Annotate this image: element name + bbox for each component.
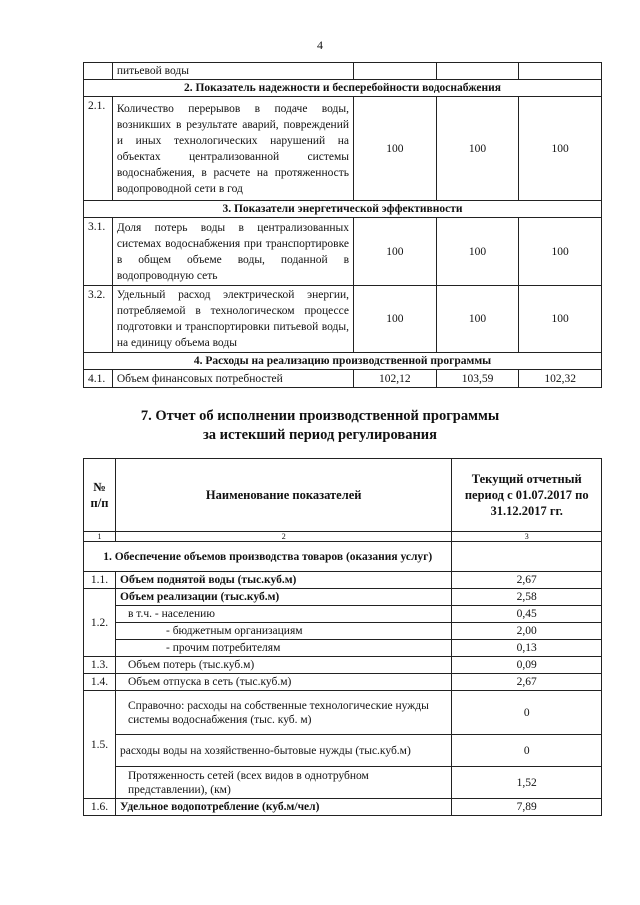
header-name: Наименование показателей <box>116 459 452 532</box>
header-row <box>84 459 602 532</box>
section-header: 2. Показатель надежности и бесперебойности водоснабжения <box>84 80 602 97</box>
table-row: 1.5. Справочно: расходы на собственные технологические нужды системы водоснабжения (тыс. куб. м) 0 <box>84 691 602 735</box>
section-heading <box>0 407 640 445</box>
table-row: 2.1. Количество перерывов в подаче воды, возникших в результате аварий, повреждений и иных технологических нарушений на объектах централизованной системы водоснабжения, в расчете на протяженность водопроводной сети в год 100 100 100 <box>84 97 602 201</box>
table-row: 3.1. Доля потерь воды в централизованных системах водоснабжения при транспортировке в общем объеме воды, поданной в водопроводную сеть 100 100 100 <box>84 218 602 286</box>
table-row: Протяженность сетей (всех видов в однотрубном представлении), (км) 1,52 <box>84 767 602 799</box>
table-row: - прочим потребителям 0,13 <box>84 640 602 657</box>
table-row: - бюджетным организациям 2,00 <box>84 623 602 640</box>
table-row: 1.3. Объем потерь (тыс.куб.м) 0,09 <box>84 657 602 674</box>
heading-line-1: 7. Отчет об исполнении производственной программы <box>140 408 500 424</box>
report-table <box>83 458 602 816</box>
heading-line-2: за истекший период регулирования <box>202 427 438 443</box>
index-row: 1 2 3 <box>84 532 602 542</box>
row-name: питьевой воды <box>112 63 353 80</box>
section-header: 3. Показатели энергетической эффективности <box>84 201 602 218</box>
table-row: 4.1. Объем финансовых потребностей 102,12 103,59 102,32 <box>84 370 602 388</box>
table-row: расходы воды на хозяйственно-бытовые нужды (тыс.куб.м) 0 <box>84 735 602 767</box>
table-row: в т.ч. - населению 0,45 <box>84 606 602 623</box>
table-row: 1.1. Объем поднятой воды (тыс.куб.м) 2,67 <box>84 572 602 589</box>
table-row: 1.2. Объем реализации (тыс.куб.м) 2,58 <box>84 589 602 606</box>
table-row: 3.2. Удельный расход электрической энергии, потребляемой в технологическом процессе подготовки и транспортировки питьевой воды, на единицу объема воды 100 100 100 <box>84 286 602 353</box>
page-number: 4 <box>317 38 323 52</box>
header-no: № п/п <box>84 459 116 532</box>
table-row <box>84 63 602 80</box>
indicators-table <box>83 62 602 388</box>
section-header: 4. Расходы на реализацию производственной программы <box>84 353 602 370</box>
section-header: 1. Обеспечение объемов производства товаров (оказания услуг) <box>84 542 602 572</box>
table-row: 1.4. Объем отпуска в сеть (тыс.куб.м) 2,67 <box>84 674 602 691</box>
table-row: 1.6. Удельное водопотребление (куб.м/чел) 7,89 <box>84 799 602 816</box>
header-value: Текущий отчетный период с 01.07.2017 по 31.12.2017 гг. <box>452 459 602 532</box>
